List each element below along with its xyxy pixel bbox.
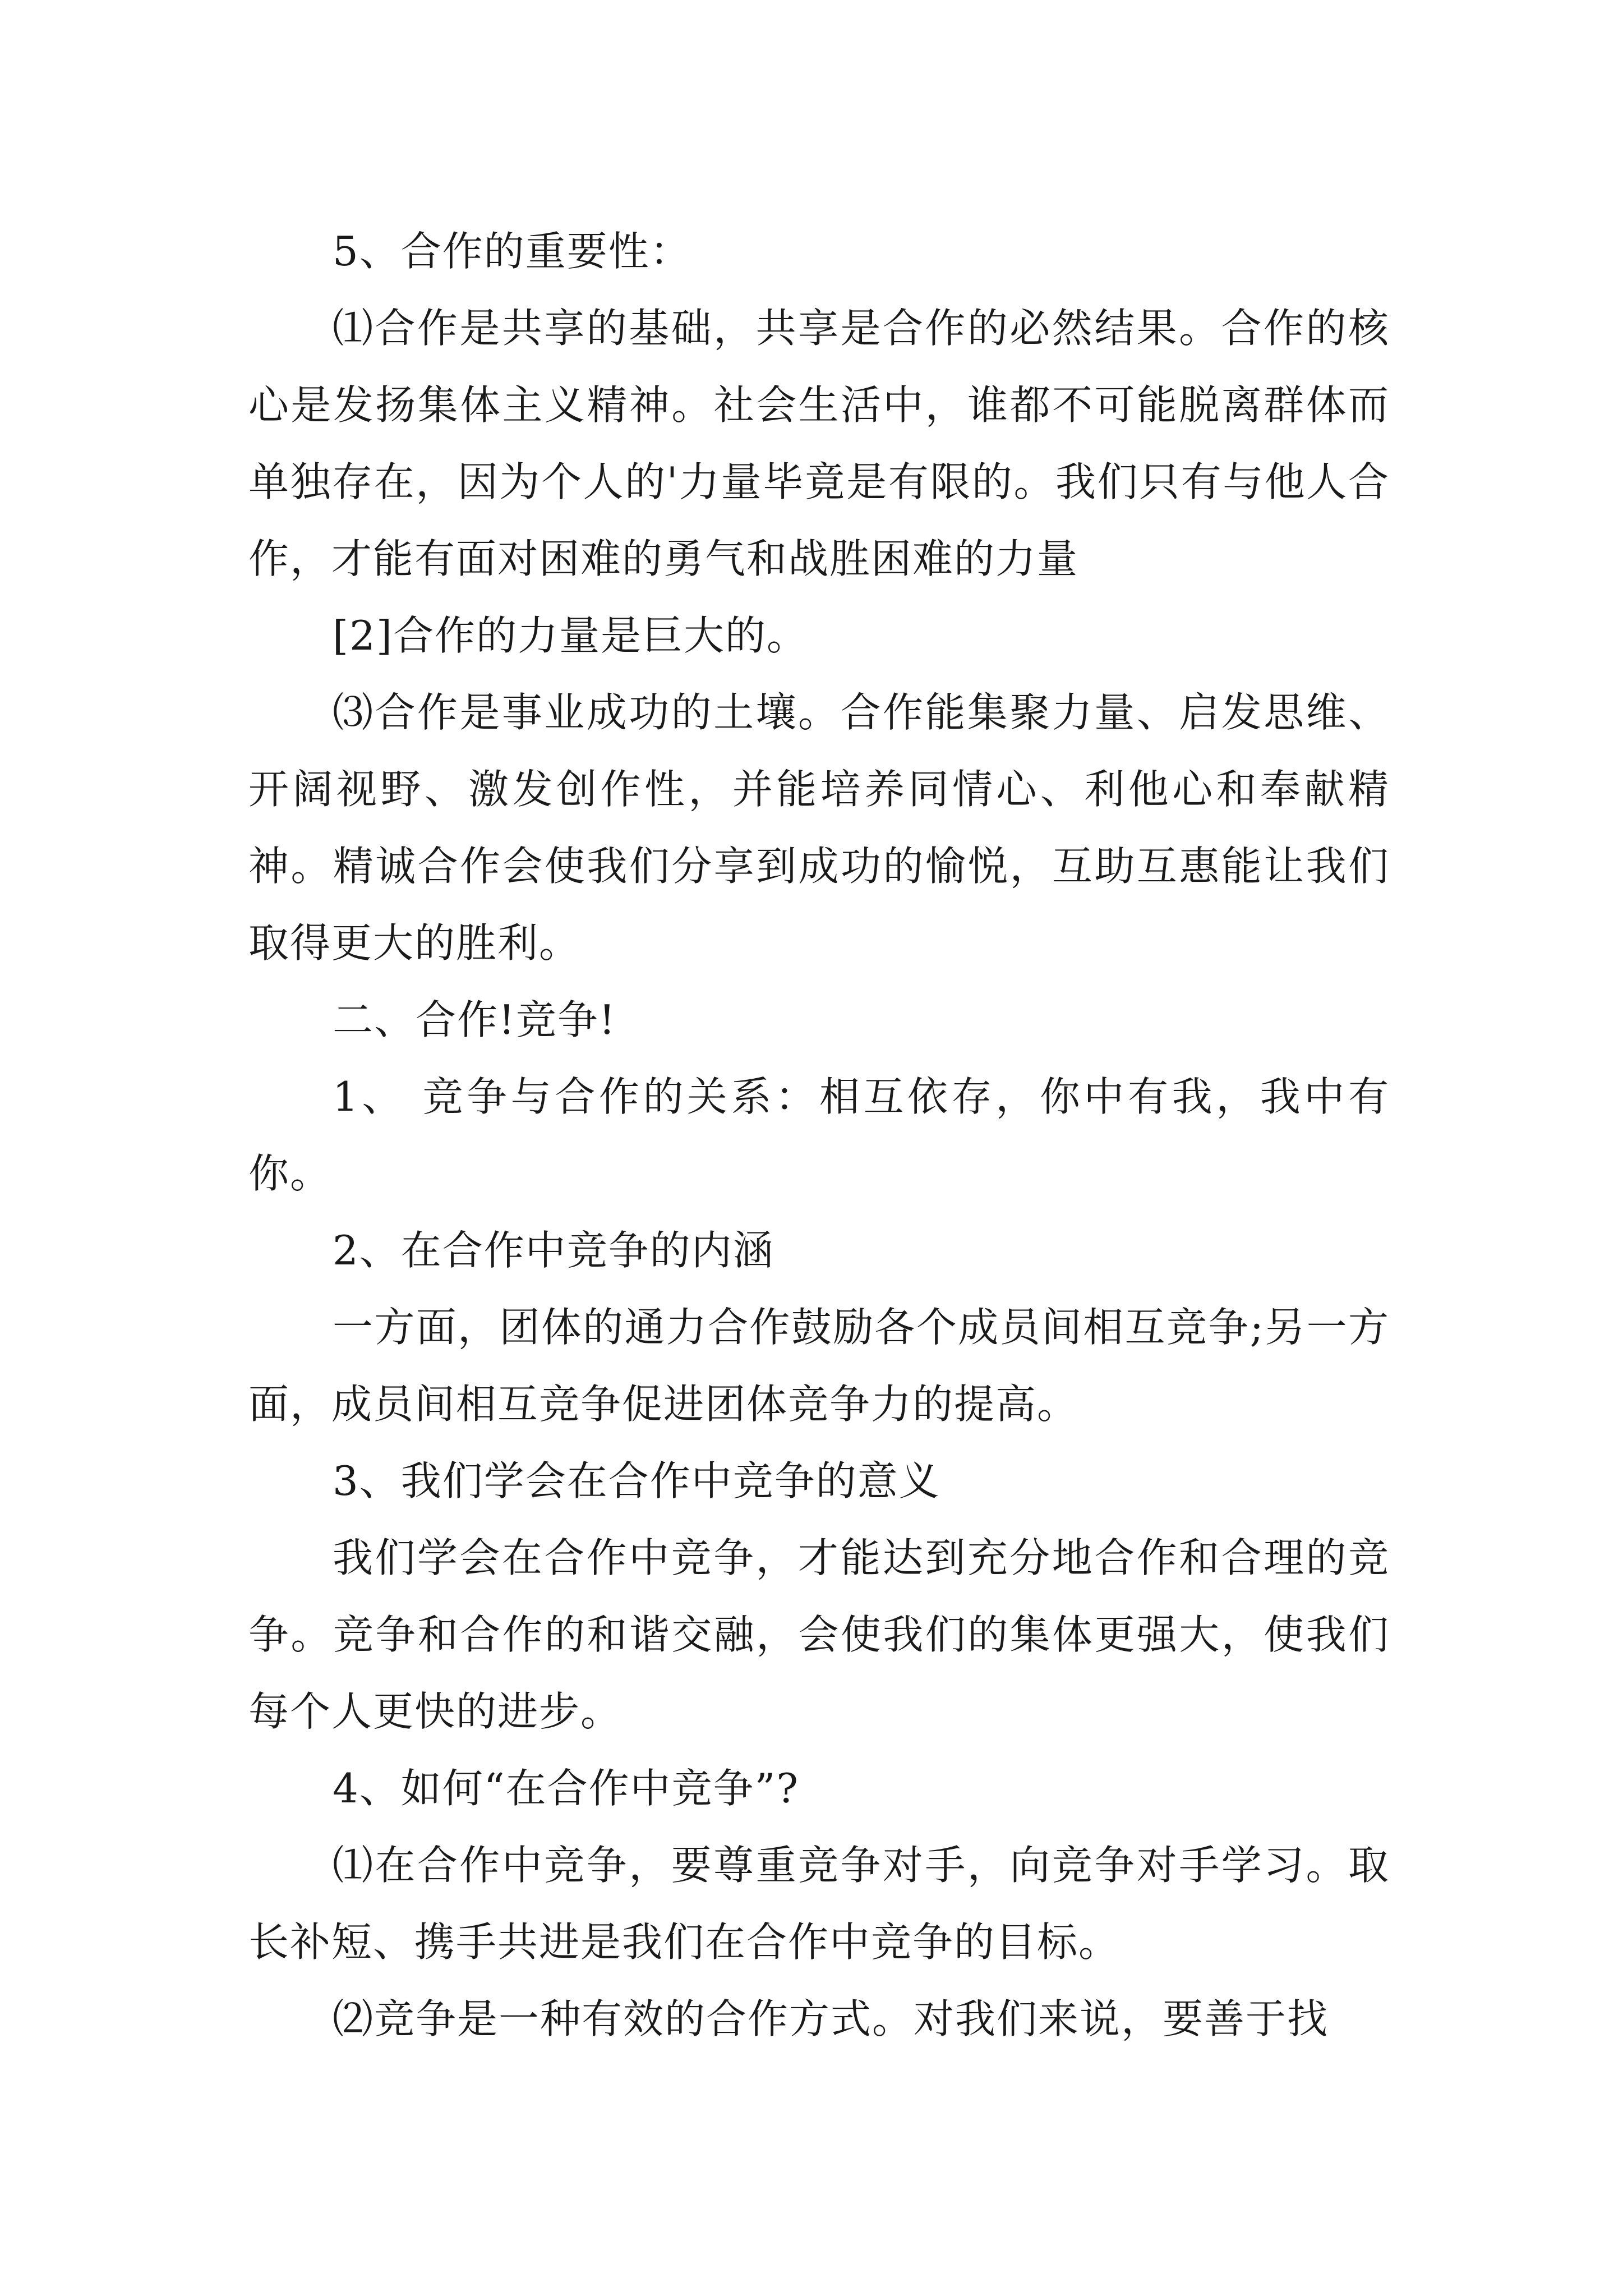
paragraph-respect-competitors: ⑴在合作中竞争，要尊重竞争对手，向竞争对手学习。取长补短、携手共进是我们在合作中竞争的目标。 (248, 1842, 1390, 1966)
heading-how-to-compete: 4、如何“在合作中竞争”? (333, 1765, 800, 1812)
heading-significance: 3、我们学会在合作中竞争的意义 (333, 1457, 940, 1504)
paragraph-cooperation-foundation: ⑴合作是共享的基础，共享是合作的必然结果。合作的核心是发扬集体主义精神。社会生活中，谁都不可能脱离群体而单独存在，因为个人的'力量毕竟是有限的。我们只有与他人合作，才能有面对困难的勇气和战胜困难的力量 (248, 305, 1390, 582)
paragraph-cooperation-success: ⑶合作是事业成功的土壤。合作能集聚力量、启发思维、开阔视野、激发创作性，并能培养同情心、利他心和奉献精神。精诚合作会使我们分享到成功的愉悦，互助互惠能让我们取得更大的胜利。 (248, 689, 1390, 967)
paragraph-effective-cooperation: ⑵竞争是一种有效的合作方式。对我们来说，要善于找 (333, 1995, 1329, 2042)
paragraph-cooperation-power: [2]合作的力量是巨大的。 (333, 612, 808, 659)
paragraph-connotation: 一方面，团体的通力合作鼓励各个成员间相互竞争;另一方面，成员间相互竞争促进团体竞争力的提高。 (248, 1304, 1390, 1428)
paragraph-relationship: 1、 竞争与合作的关系：相互依存，你中有我，我中有你。 (248, 1073, 1390, 1197)
heading-connotation: 2、在合作中竞争的内涵 (333, 1227, 774, 1274)
paragraph-significance: 我们学会在合作中竞争，才能达到充分地合作和合理的竞争。竞争和合作的和谐交融，会使我们的集体更强大，使我们每个人更快的进步。 (248, 1534, 1390, 1735)
heading-cooperation-competition: 二、合作!竞争! (333, 996, 616, 1043)
document-body (248, 213, 1390, 2058)
heading-importance-of-cooperation: 5、合作的重要性： (333, 228, 691, 275)
